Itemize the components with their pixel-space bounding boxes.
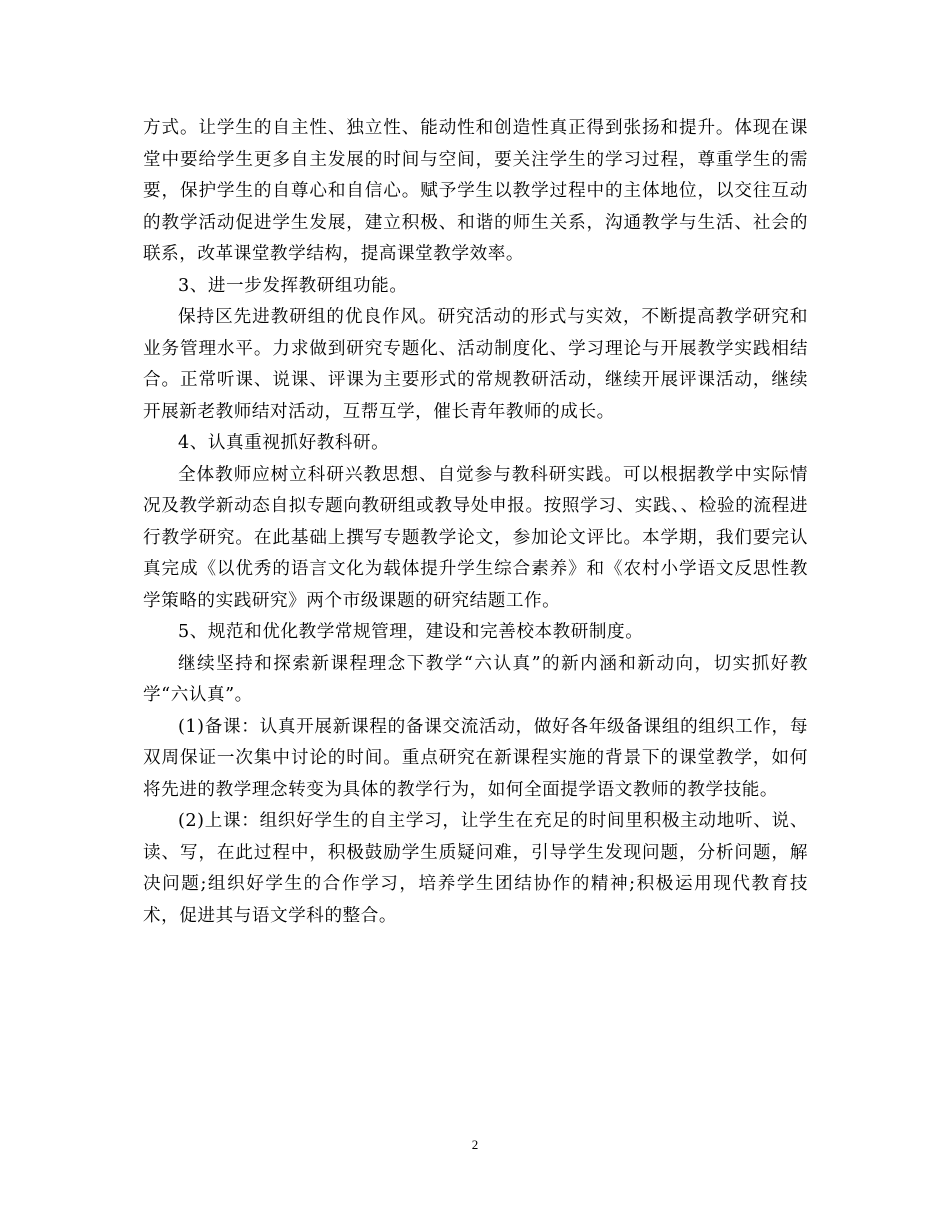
- paragraph-teaching: (2)上课：组织好学生的自主学习，让学生在充足的时间里积极主动地听、说、读、写，在此过程中，积极鼓励学生质疑问难，引导学生发现问题，分析问题，解决问题;组织好学生的合作学习，培养学生团结协作的精神;积极运用现代教育技术，促进其与语文学科的整合。: [143, 811, 808, 926]
- paragraph-item-4: 全体教师应树立科研兴教思想、自觉参与教科研实践。可以根据教学中实际情况及教学新动态自拟专题向教研组或教导处申报。按照学习、实践、、检验的流程进行教学研究。在此基础上撰写专题教学论文，参加论文评比。本学期，我们要完认真完成《以优秀的语言文化为载体提升学生综合素养》和《农村小学语文反思性教学策略的实践研究》两个市级课题的研究结题工作。: [143, 464, 808, 611]
- paragraph-item-3: 保持区先进教研组的优良作风。研究活动的形式与实效，不断提高教学研究和业务管理水平。力求做到研究专题化、活动制度化、学习理论与开展教学实践相结合。正常听课、说课、评课为主要形式的常规教研活动，继续开展评课活动，继续开展新老教师结对活动，互帮互学，催长青年教师的成长。: [143, 307, 808, 422]
- document-body: [143, 113, 808, 932]
- heading-item-3: 3、进一步发挥教研组功能。: [178, 275, 408, 296]
- page-number: 2: [471, 1137, 479, 1152]
- paragraph-item-5: 继续坚持和探索新课程理念下教学“六认真”的新内涵和新动向，切实抓好教学“六认真”。: [143, 653, 808, 705]
- paragraph-intro-continued: 方式。让学生的自主性、独立性、能动性和创造性真正得到张扬和提升。体现在课堂中要给学生更多自主发展的时间与空间，要关注学生的学习过程，尊重学生的需要，保护学生的自尊心和自信心。赋予学生以教学过程中的主体地位，以交往互动的教学活动促进学生发展，建立积极、和谐的师生关系，沟通教学与生活、社会的联系，改革课堂教学结构，提高课堂教学效率。: [143, 118, 808, 264]
- heading-item-4: 4、认真重视抓好教科研。: [178, 433, 390, 453]
- heading-item-5: 5、规范和优化教学常规管理，建设和完善校本教研制度。: [178, 622, 644, 642]
- paragraph-lesson-prep: (1)备课：认真开展新课程的备课交流活动，做好各年级备课组的组织工作，每双周保证一次集中讨论的时间。重点研究在新课程实施的背景下的课堂教学，如何将先进的教学理念转变为具体的教学行为，如何全面提学语文教师的教学技能。: [143, 716, 808, 800]
